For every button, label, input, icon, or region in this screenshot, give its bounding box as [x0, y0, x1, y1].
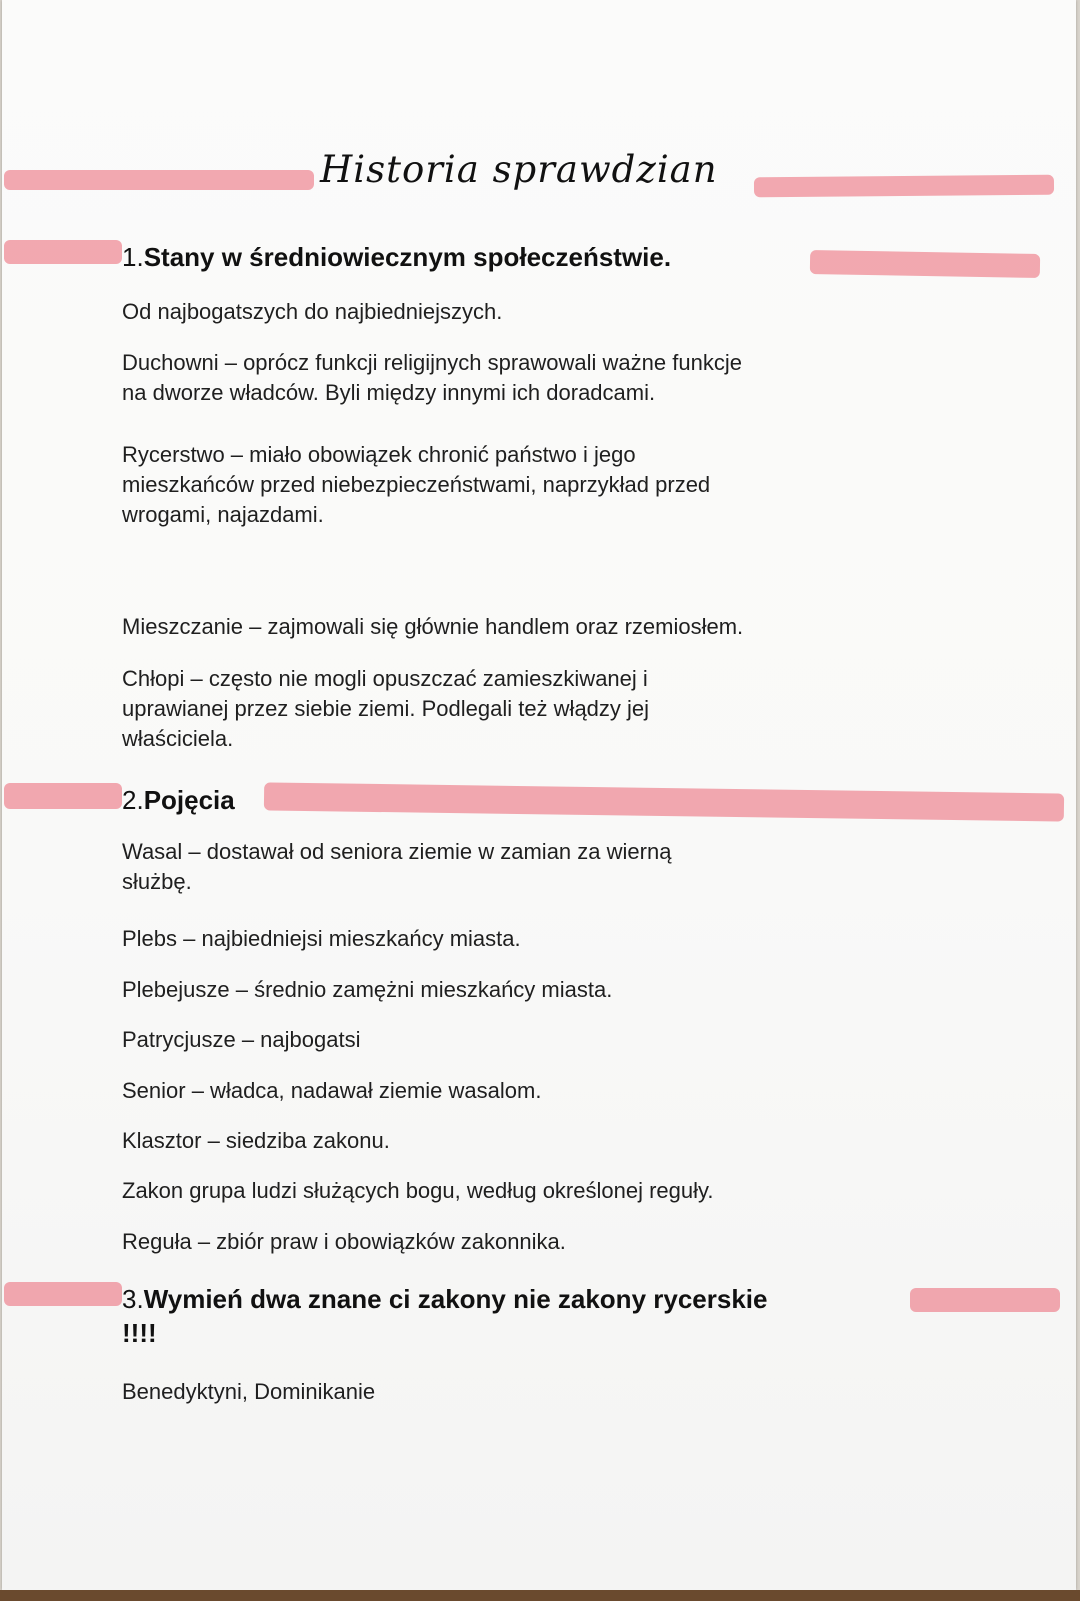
section1-number: 1.	[122, 242, 144, 272]
section1-para-2: Duchowni – oprócz funkcji religijnych sprawowali ważne funkcje na dworze władców. Byli między innymi ich doradcami.	[122, 350, 742, 405]
section1-highlight-left	[4, 240, 122, 264]
section2-highlight-left	[4, 783, 122, 809]
section3-heading-cont: !!!!	[122, 1318, 157, 1348]
section2-para-4: Patrycjusze – najbogatsi	[122, 1027, 361, 1052]
section1-para-3: Rycerstwo – miało obowiązek chronić państwo i jego mieszkańców przed niebezpieczeństwami, naprzykład przed wrogami, najazdami.	[122, 442, 711, 527]
section2-para-7: Zakon grupa ludzi służących bogu, według określonej reguły.	[122, 1178, 714, 1203]
table-surface	[0, 1590, 1080, 1601]
title-highlight-left	[4, 170, 314, 190]
section2-para-3: Plebejusze – średnio zamężni mieszkańcy miasta.	[122, 977, 613, 1002]
section3-number: 3.	[122, 1284, 144, 1314]
section2-title: Pojęcia	[143, 785, 235, 815]
section1-para-5: Chłopi – często nie mogli opuszczać zamieszkiwanej i uprawianej przez siebie ziemi. Podlegali też włądzy jej właściciela.	[122, 666, 650, 751]
section2-para-2: Plebs – najbiedniejsi mieszkańcy miasta.	[122, 926, 521, 951]
section2-para-8: Reguła – zbiór praw i obowiązków zakonnika.	[122, 1229, 566, 1254]
section2-para-6: Klasztor – siedziba zakonu.	[122, 1128, 390, 1153]
section2-highlight-right	[264, 782, 1064, 821]
section1-para-4: Mieszczanie – zajmowali się głównie handlem oraz rzemiosłem.	[122, 614, 744, 639]
section1-para-1: Od najbogatszych do najbiedniejszych.	[122, 299, 503, 324]
title-highlight-right	[754, 175, 1054, 198]
notes-page	[2, 0, 1076, 1590]
section3-highlight-right	[910, 1288, 1060, 1312]
section1-title: Stany w średniowiecznym społeczeństwie.	[143, 242, 672, 272]
section2-para-1: Wasal – dostawał od seniora ziemie w zamian za wierną służbę.	[122, 839, 672, 894]
section2-para-5: Senior – władca, nadawał ziemie wasalom.	[122, 1078, 542, 1103]
page-title: Historia sprawdzian	[320, 148, 718, 191]
section3-title: Wymień dwa znane ci zakony nie zakony rycerskie	[143, 1284, 768, 1314]
section2-number: 2.	[122, 785, 144, 815]
section3-para-1: Benedyktyni, Dominikanie	[122, 1379, 376, 1404]
section3-highlight-left	[4, 1282, 122, 1306]
section2-heading	[122, 785, 235, 816]
section1-highlight-right	[810, 250, 1040, 278]
section1-heading	[122, 242, 671, 273]
section3-heading	[122, 1284, 767, 1315]
